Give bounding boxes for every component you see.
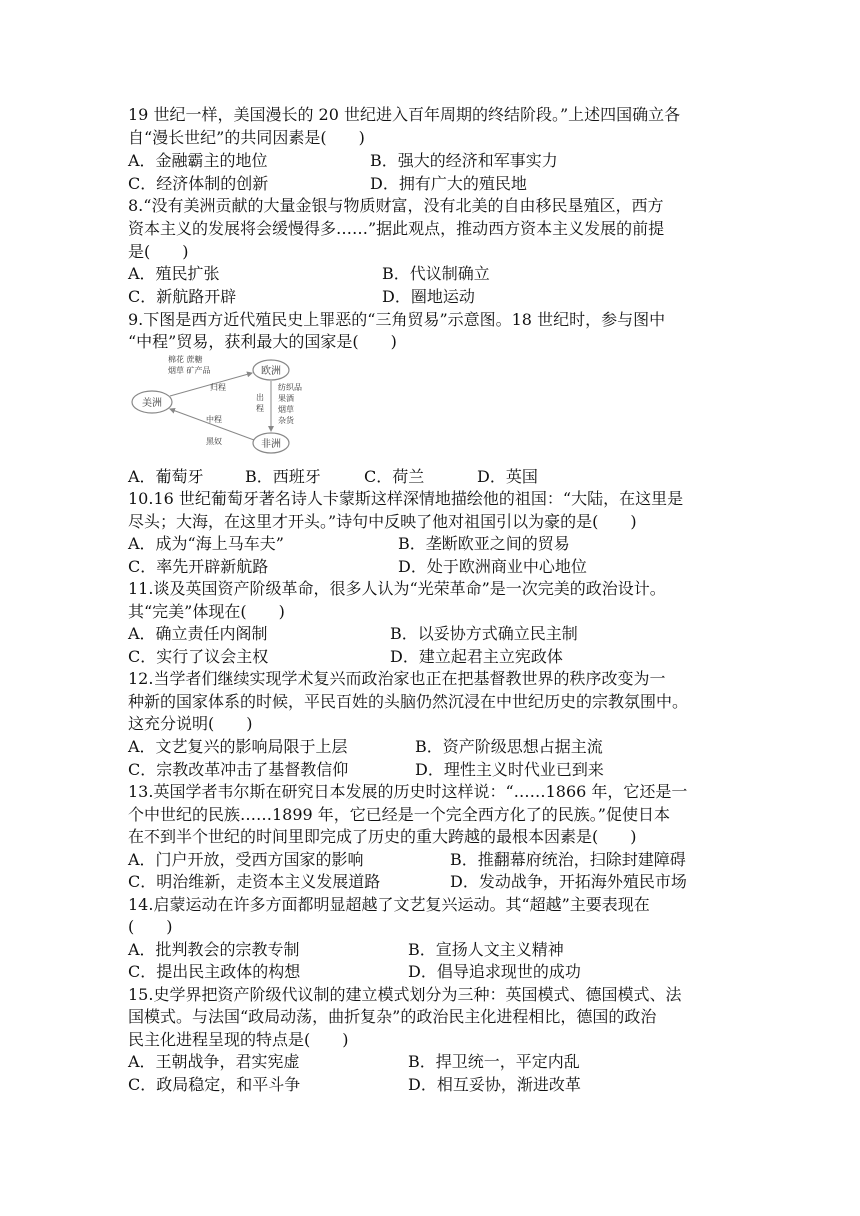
q8-text-line-3: 是( )	[128, 242, 189, 261]
q15-option-d: D．相互妥协，渐进改革	[408, 1075, 581, 1094]
q9-option-b: B．西班牙	[245, 467, 321, 486]
q7-option-b: B．强大的经济和军事实力	[370, 151, 558, 170]
q10-option-a: A．成为“海上马车夫”	[128, 534, 284, 553]
q8-text-line-2: 资本主义的发展将会缓慢得多……”据此观点，推动西方资本主义发展的前提	[128, 219, 665, 238]
q7-text-line-1: 19 世纪一样，美国漫长的 20 世纪进入百年周期的终结阶段。”上述四国确立各	[128, 105, 681, 124]
q8-text-line-1: 8.“没有美洲贡献的大量金银与物质财富，没有北美的自由移民垦殖区，西方	[128, 196, 664, 215]
q7-option-a: A．金融霸主的地位	[128, 151, 268, 170]
return-goods-line-1: 棉花 蔗糖	[168, 355, 203, 364]
q12-text-line-2: 种新的国家体系的时候，平民百姓的头脑仍然沉浸在中世纪历史的宗教氛围中。	[128, 692, 689, 711]
q13-text-line-1: 13.英国学者韦尔斯在研究日本发展的历史时这样说：“……1866 年，它还是一	[128, 782, 688, 801]
q12-option-c: C．宗教改革冲击了基督教信仰	[128, 760, 349, 779]
q10-text-line-1: 10.16 世纪葡萄牙著名诗人卡蒙斯这样深情地描绘他的祖国：“大陆，在这里是	[128, 489, 684, 508]
africa-label: 非洲	[261, 439, 281, 450]
q10-option-c: C．率先开辟新航路	[128, 557, 269, 576]
q7-option-c: C．经济体制的创新	[128, 174, 269, 193]
q7-text-line-2: 自“漫长世纪”的共同因素是( )	[128, 128, 365, 147]
q14-text-line-1: 14.启蒙运动在许多方面都明显超越了文艺复兴运动。其“超越”主要表现在	[128, 895, 650, 914]
q8-option-d: D．圈地运动	[382, 287, 475, 306]
q14-option-a: A．批判教会的宗教专制	[128, 940, 300, 959]
q10-option-b: B．垄断欧亚之间的贸易	[398, 534, 570, 553]
q9-option-d: D．英国	[477, 467, 538, 486]
q13-option-b: B．推翻幕府统治，扫除封建障碍	[450, 850, 686, 869]
outbound-leg-label-2: 程	[256, 404, 264, 413]
q14-text-line-2: ( )	[128, 917, 173, 936]
america-label: 美洲	[142, 398, 162, 409]
q13-text-line-3: 在不到半个世纪的时间里即完成了历史的重大跨越的最根本因素是( )	[128, 827, 637, 846]
triangle-trade-diagram	[128, 352, 308, 458]
q15-option-b: B．捍卫统一，平定内乱	[408, 1052, 580, 1071]
return-goods-line-2: 烟草 矿产品	[168, 366, 211, 375]
triangle-trade-svg	[128, 352, 308, 458]
q9-option-a: A．葡萄牙	[128, 467, 204, 486]
q7-option-d: D．拥有广大的殖民地	[370, 174, 527, 193]
q13-option-c: C．明治维新，走资本主义发展道路	[128, 872, 381, 891]
q9-option-c: C．荷兰	[364, 467, 425, 486]
outbound-leg-label-1: 出	[256, 393, 264, 402]
europe-label: 欧洲	[261, 366, 281, 377]
q13-option-a: A．门户开放，受西方国家的影响	[128, 850, 364, 869]
q12-option-d: D．理性主义时代业已到来	[415, 760, 604, 779]
middle-goods-label: 黑奴	[206, 437, 222, 446]
outbound-goods-3: 烟草	[278, 405, 294, 414]
q10-text-line-2: 尽头；大海，在这里才开头。”诗句中反映了他对祖国引以为豪的是( )	[128, 512, 637, 531]
q11-option-a: A．确立责任内阁制	[128, 624, 268, 643]
q11-option-c: C．实行了议会主权	[128, 647, 269, 666]
q15-text-line-3: 民主化进程呈现的特点是( )	[128, 1030, 349, 1049]
q12-option-a: A．文艺复兴的影响局限于上层	[128, 737, 348, 756]
q9-text-line-1: 9.下图是西方近代殖民史上罪恶的“三角贸易”示意图。18 世纪时，参与图中	[128, 310, 666, 329]
q14-option-b: B．宣扬人文主义精神	[408, 940, 564, 959]
q11-option-b: B．以妥协方式确立民主制	[390, 624, 578, 643]
q12-option-b: B．资产阶级思想占据主流	[415, 737, 603, 756]
q12-text-line-1: 12.当学者们继续实现学术复兴而政治家也正在把基督教世界的秩序改变为一	[128, 669, 666, 688]
q15-option-c: C．政局稳定，和平斗争	[128, 1075, 301, 1094]
q11-text-line-2: 其“完美”体现在( )	[128, 602, 285, 621]
q10-option-d: D．处于欧洲商业中心地位	[398, 557, 587, 576]
q15-text-line-1: 15.史学界把资产阶级代议制的建立模式划分为三种：英国模式、德国模式、法	[128, 985, 682, 1004]
q15-option-a: A．王朝战争，君实宪虚	[128, 1052, 300, 1071]
q14-option-c: C．提出民主政体的构想	[128, 962, 301, 981]
q11-text-line-1: 11.谈及英国资产阶级革命，很多人认为“光荣革命”是一次完美的政治设计。	[128, 579, 666, 598]
q14-option-d: D．倡导追求现世的成功	[408, 962, 581, 981]
q13-text-line-2: 个中世纪的民族……1899 年，它已经是一个完全西方化了的民族。”促使日本	[128, 805, 670, 824]
outbound-goods-2: 果酒	[278, 394, 294, 403]
q8-option-a: A．殖民扩张	[128, 264, 220, 283]
q8-option-b: B．代议制确立	[382, 264, 490, 283]
q11-option-d: D．建立起君主立宪政体	[390, 647, 563, 666]
q8-option-c: C．新航路开辟	[128, 287, 237, 306]
q9-text-line-2: “中程”贸易，获利最大的国家是( )	[128, 332, 397, 351]
middle-leg-arrow	[170, 409, 254, 440]
middle-leg-label: 中程	[206, 415, 222, 424]
q12-text-line-3: 这充分说明( )	[128, 714, 253, 733]
outbound-goods-4: 杂货	[278, 416, 294, 425]
q15-text-line-2: 国模式。与法国“政局动荡，曲折复杂”的政治民主化进程相比，德国的政治	[128, 1007, 657, 1026]
q13-option-d: D．发动战争，开拓海外殖民市场	[450, 872, 687, 891]
return-leg-label: 归程	[210, 383, 226, 392]
outbound-goods-1: 纺织品	[278, 383, 302, 392]
